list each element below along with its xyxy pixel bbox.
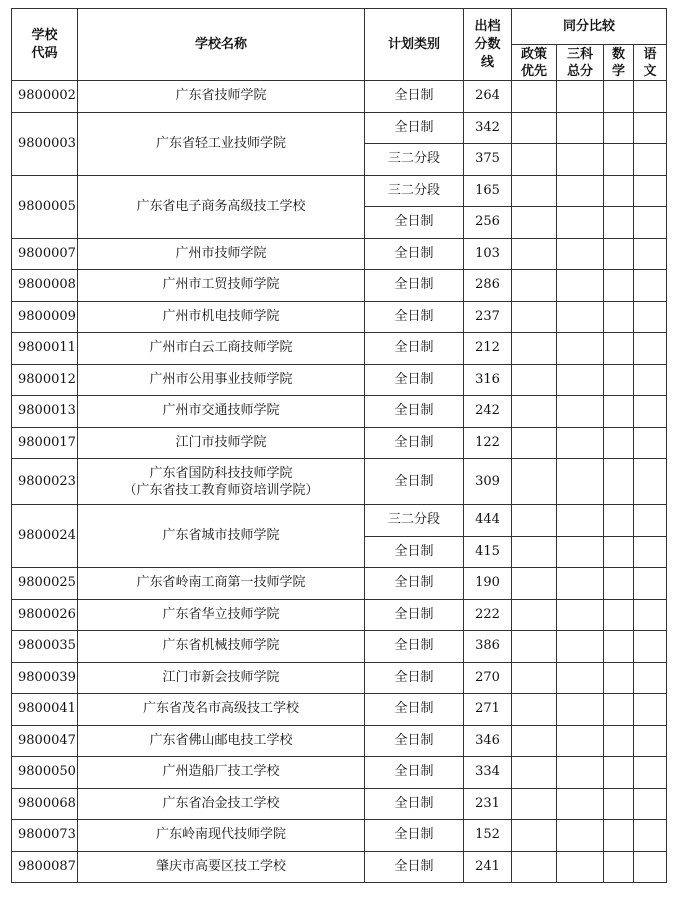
school-name-cell: 江门市技师学院 [78, 427, 365, 459]
school-code-cell: 9800087 [12, 851, 78, 883]
school-name-cell: 广东省岭南工商第一技师学院 [78, 568, 365, 600]
school-code-cell: 9800011 [12, 333, 78, 365]
school-name-cell: 广东省茂名市高级技工学校 [78, 694, 365, 726]
score-line-cell: 386 [464, 631, 512, 663]
school-name-cell: 广东岭南现代技师学院 [78, 820, 365, 852]
school-code-cell: 9800026 [12, 599, 78, 631]
plan-type-cell: 全日制 [365, 301, 464, 333]
school-name-cell: 广东省国防科技技师学院 （广东省技工教育师资培训学院） [78, 459, 365, 505]
policy-priority-cell [512, 820, 557, 852]
plan-type-cell: 全日制 [365, 81, 464, 113]
math-cell [604, 81, 634, 113]
header-school-name: 学校名称 [78, 9, 365, 81]
plan-type-cell: 三二分段 [365, 144, 464, 176]
policy-priority-cell [512, 364, 557, 396]
table-row [12, 270, 667, 302]
school-code-cell: 9800041 [12, 694, 78, 726]
three-subject-total-cell [557, 788, 604, 820]
header-score-line: 出档 分数 线 [464, 9, 512, 81]
chinese-cell [634, 725, 667, 757]
policy-priority-cell [512, 175, 557, 207]
admission-score-table [11, 8, 667, 883]
math-cell [604, 568, 634, 600]
math-cell [604, 207, 634, 239]
chinese-cell [634, 396, 667, 428]
three-subject-total-cell [557, 820, 604, 852]
math-cell [604, 662, 634, 694]
table-row [12, 662, 667, 694]
header-school-code: 学校 代码 [12, 9, 78, 81]
school-name-cell: 广东省冶金技工学校 [78, 788, 365, 820]
policy-priority-cell [512, 505, 557, 537]
table-row [12, 505, 667, 537]
score-line-cell: 316 [464, 364, 512, 396]
school-code-cell: 9800024 [12, 505, 78, 568]
score-line-cell: 256 [464, 207, 512, 239]
score-line-cell: 264 [464, 81, 512, 113]
policy-priority-cell [512, 725, 557, 757]
math-cell [604, 112, 634, 144]
three-subject-total-cell [557, 175, 604, 207]
school-code-cell: 9800068 [12, 788, 78, 820]
three-subject-total-cell [557, 427, 604, 459]
table-row [12, 851, 667, 883]
plan-type-cell: 全日制 [365, 788, 464, 820]
plan-type-cell: 全日制 [365, 631, 464, 663]
plan-type-cell: 全日制 [365, 662, 464, 694]
chinese-cell [634, 631, 667, 663]
school-code-cell: 9800050 [12, 757, 78, 789]
school-name-cell: 广东省技师学院 [78, 81, 365, 113]
three-subject-total-cell [557, 725, 604, 757]
table-row [12, 175, 667, 207]
three-subject-total-cell [557, 631, 604, 663]
math-cell [604, 175, 634, 207]
table-row [12, 301, 667, 333]
math-cell [604, 694, 634, 726]
chinese-cell [634, 662, 667, 694]
math-cell [604, 364, 634, 396]
plan-type-cell: 全日制 [365, 536, 464, 568]
math-cell [604, 396, 634, 428]
table-row [12, 333, 667, 365]
chinese-cell [634, 175, 667, 207]
score-line-cell: 237 [464, 301, 512, 333]
chinese-cell [634, 333, 667, 365]
score-line-cell: 346 [464, 725, 512, 757]
score-line-cell: 334 [464, 757, 512, 789]
school-code-cell: 9800047 [12, 725, 78, 757]
policy-priority-cell [512, 238, 557, 270]
header-policy-priority: 政策 优先 [512, 45, 557, 81]
plan-type-cell: 三二分段 [365, 505, 464, 537]
school-code-cell: 9800003 [12, 112, 78, 175]
score-line-cell: 309 [464, 459, 512, 505]
table-row [12, 112, 667, 144]
three-subject-total-cell [557, 757, 604, 789]
score-line-cell: 241 [464, 851, 512, 883]
chinese-cell [634, 851, 667, 883]
policy-priority-cell [512, 427, 557, 459]
policy-priority-cell [512, 631, 557, 663]
school-code-cell: 9800039 [12, 662, 78, 694]
math-cell [604, 599, 634, 631]
policy-priority-cell [512, 599, 557, 631]
chinese-cell [634, 568, 667, 600]
policy-priority-cell [512, 207, 557, 239]
school-name-cell: 江门市新会技师学院 [78, 662, 365, 694]
school-code-cell: 9800008 [12, 270, 78, 302]
table-row [12, 427, 667, 459]
school-name-cell: 广州市机电技师学院 [78, 301, 365, 333]
policy-priority-cell [512, 694, 557, 726]
table-row [12, 396, 667, 428]
score-line-cell: 242 [464, 396, 512, 428]
school-code-cell: 9800073 [12, 820, 78, 852]
table-row [12, 568, 667, 600]
school-name-cell: 广州造船厂技工学校 [78, 757, 365, 789]
policy-priority-cell [512, 144, 557, 176]
school-code-cell: 9800002 [12, 81, 78, 113]
policy-priority-cell [512, 270, 557, 302]
score-line-cell: 286 [464, 270, 512, 302]
math-cell [604, 144, 634, 176]
school-name-cell: 广东省轻工业技师学院 [78, 112, 365, 175]
plan-type-cell: 全日制 [365, 396, 464, 428]
three-subject-total-cell [557, 568, 604, 600]
chinese-cell [634, 694, 667, 726]
chinese-cell [634, 459, 667, 505]
policy-priority-cell [512, 662, 557, 694]
header-chinese: 语 文 [634, 45, 667, 81]
table-row [12, 238, 667, 270]
policy-priority-cell [512, 536, 557, 568]
school-code-cell: 9800009 [12, 301, 78, 333]
table-header [12, 9, 667, 81]
score-line-cell: 270 [464, 662, 512, 694]
school-code-cell: 9800035 [12, 631, 78, 663]
school-name-cell: 广东省机械技师学院 [78, 631, 365, 663]
three-subject-total-cell [557, 694, 604, 726]
plan-type-cell: 全日制 [365, 568, 464, 600]
three-subject-total-cell [557, 851, 604, 883]
school-name-cell: 广东省华立技师学院 [78, 599, 365, 631]
math-cell [604, 820, 634, 852]
plan-type-cell: 全日制 [365, 599, 464, 631]
three-subject-total-cell [557, 81, 604, 113]
math-cell [604, 851, 634, 883]
chinese-cell [634, 112, 667, 144]
school-code-cell: 9800023 [12, 459, 78, 505]
math-cell [604, 505, 634, 537]
three-subject-total-cell [557, 599, 604, 631]
three-subject-total-cell [557, 364, 604, 396]
school-code-cell: 9800012 [12, 364, 78, 396]
school-name-cell: 广州市公用事业技师学院 [78, 364, 365, 396]
math-cell [604, 631, 634, 663]
score-line-cell: 103 [464, 238, 512, 270]
math-cell [604, 459, 634, 505]
plan-type-cell: 全日制 [365, 427, 464, 459]
score-line-cell: 122 [464, 427, 512, 459]
school-code-cell: 9800017 [12, 427, 78, 459]
math-cell [604, 427, 634, 459]
policy-priority-cell [512, 333, 557, 365]
plan-type-cell: 全日制 [365, 757, 464, 789]
chinese-cell [634, 270, 667, 302]
school-code-cell: 9800025 [12, 568, 78, 600]
plan-type-cell: 全日制 [365, 112, 464, 144]
table-row [12, 757, 667, 789]
header-three-subject-total: 三科 总分 [557, 45, 604, 81]
plan-type-cell: 全日制 [365, 725, 464, 757]
math-cell [604, 757, 634, 789]
plan-type-cell: 全日制 [365, 333, 464, 365]
score-line-cell: 444 [464, 505, 512, 537]
plan-type-cell: 全日制 [365, 820, 464, 852]
three-subject-total-cell [557, 459, 604, 505]
table-row [12, 694, 667, 726]
plan-type-cell: 全日制 [365, 270, 464, 302]
math-cell [604, 238, 634, 270]
chinese-cell [634, 505, 667, 537]
school-name-cell: 广州市交通技师学院 [78, 396, 365, 428]
score-line-cell: 231 [464, 788, 512, 820]
chinese-cell [634, 207, 667, 239]
score-line-cell: 152 [464, 820, 512, 852]
three-subject-total-cell [557, 144, 604, 176]
plan-type-cell: 全日制 [365, 694, 464, 726]
table-row [12, 81, 667, 113]
header-same-score-compare: 同分比较 [512, 9, 667, 45]
score-line-cell: 190 [464, 568, 512, 600]
policy-priority-cell [512, 757, 557, 789]
plan-type-cell: 全日制 [365, 207, 464, 239]
header-math: 数 学 [604, 45, 634, 81]
school-name-cell: 广州市技师学院 [78, 238, 365, 270]
plan-type-cell: 全日制 [365, 459, 464, 505]
three-subject-total-cell [557, 270, 604, 302]
chinese-cell [634, 599, 667, 631]
three-subject-total-cell [557, 333, 604, 365]
chinese-cell [634, 536, 667, 568]
three-subject-total-cell [557, 396, 604, 428]
plan-type-cell: 全日制 [365, 238, 464, 270]
chinese-cell [634, 301, 667, 333]
policy-priority-cell [512, 851, 557, 883]
three-subject-total-cell [557, 505, 604, 537]
table-row [12, 631, 667, 663]
policy-priority-cell [512, 112, 557, 144]
three-subject-total-cell [557, 662, 604, 694]
three-subject-total-cell [557, 536, 604, 568]
chinese-cell [634, 364, 667, 396]
plan-type-cell: 全日制 [365, 364, 464, 396]
school-name-cell: 肇庆市高要区技工学校 [78, 851, 365, 883]
score-line-cell: 222 [464, 599, 512, 631]
chinese-cell [634, 144, 667, 176]
policy-priority-cell [512, 396, 557, 428]
chinese-cell [634, 81, 667, 113]
table-row [12, 364, 667, 396]
policy-priority-cell [512, 459, 557, 505]
chinese-cell [634, 757, 667, 789]
table-row [12, 459, 667, 505]
table-body [12, 81, 667, 883]
plan-type-cell: 三二分段 [365, 175, 464, 207]
chinese-cell [634, 820, 667, 852]
three-subject-total-cell [557, 207, 604, 239]
math-cell [604, 725, 634, 757]
table-row [12, 725, 667, 757]
school-name-cell: 广州市工贸技师学院 [78, 270, 365, 302]
plan-type-cell: 全日制 [365, 851, 464, 883]
table-row [12, 788, 667, 820]
policy-priority-cell [512, 788, 557, 820]
math-cell [604, 301, 634, 333]
score-line-cell: 271 [464, 694, 512, 726]
score-line-cell: 415 [464, 536, 512, 568]
chinese-cell [634, 427, 667, 459]
score-line-cell: 165 [464, 175, 512, 207]
math-cell [604, 333, 634, 365]
school-name-cell: 广州市白云工商技师学院 [78, 333, 365, 365]
score-line-cell: 212 [464, 333, 512, 365]
policy-priority-cell [512, 301, 557, 333]
school-name-cell: 广东省佛山邮电技工学校 [78, 725, 365, 757]
school-name-cell: 广东省城市技师学院 [78, 505, 365, 568]
policy-priority-cell [512, 568, 557, 600]
math-cell [604, 270, 634, 302]
table-row [12, 820, 667, 852]
chinese-cell [634, 788, 667, 820]
math-cell [604, 536, 634, 568]
three-subject-total-cell [557, 238, 604, 270]
three-subject-total-cell [557, 112, 604, 144]
school-code-cell: 9800013 [12, 396, 78, 428]
score-line-cell: 342 [464, 112, 512, 144]
school-code-cell: 9800007 [12, 238, 78, 270]
score-line-cell: 375 [464, 144, 512, 176]
policy-priority-cell [512, 81, 557, 113]
school-code-cell: 9800005 [12, 175, 78, 238]
school-name-cell: 广东省电子商务高级技工学校 [78, 175, 365, 238]
three-subject-total-cell [557, 301, 604, 333]
table-row [12, 599, 667, 631]
header-plan-type: 计划类别 [365, 9, 464, 81]
math-cell [604, 788, 634, 820]
chinese-cell [634, 238, 667, 270]
